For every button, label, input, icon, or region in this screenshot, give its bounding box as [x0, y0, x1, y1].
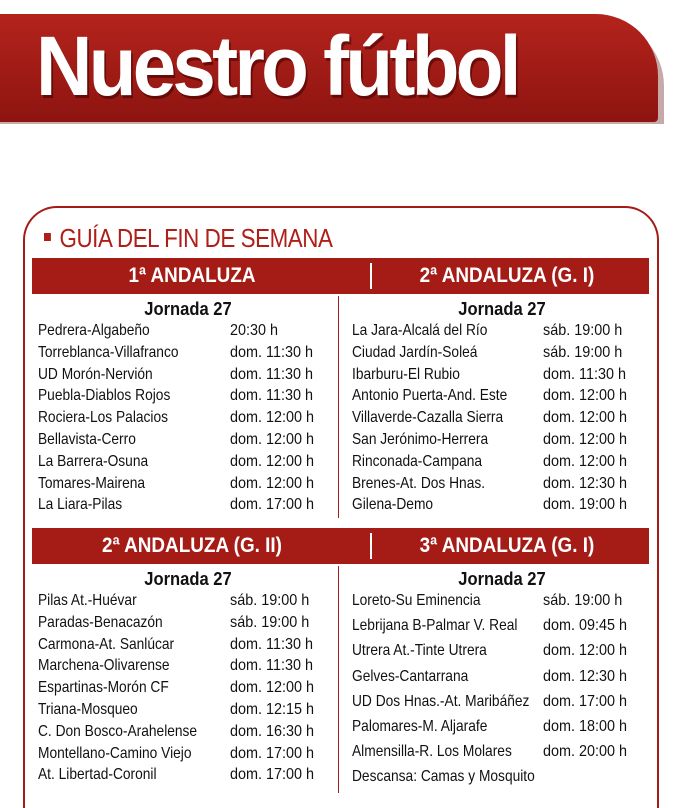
match-time: dom. 11:30 h: [543, 365, 626, 383]
match-row: [38, 612, 338, 634]
match-time: sáb. 19:00 h: [230, 613, 310, 631]
match-row: [352, 741, 652, 766]
match-row: [352, 407, 652, 429]
match-teams: Espartinas-Morón CF: [38, 679, 169, 697]
match-row: [352, 716, 652, 741]
match-teams: Tomares-Mairena: [38, 474, 146, 492]
match-teams: Carmona-At. Sanlúcar: [38, 635, 175, 653]
fixtures-1a-andaluza: [38, 298, 338, 516]
match-row: [352, 666, 652, 691]
match-teams: At. Libertad-Coronil: [38, 766, 157, 784]
match-time: dom. 12:00 h: [543, 430, 628, 448]
guide-title-text: GUÍA DEL FIN DE SEMANA: [59, 223, 333, 253]
column-divider: [338, 566, 339, 793]
match-teams: Rinconada-Campana: [352, 452, 483, 470]
section-header-2a-andaluza-g1: 2ª ANDALUZA (G. I): [419, 264, 595, 287]
match-time: dom. 17:00 h: [230, 766, 315, 784]
match-row: [352, 364, 652, 386]
match-time: 20:30 h: [230, 322, 279, 339]
match-row: [352, 640, 652, 665]
match-teams: Villaverde-Cazalla Sierra: [352, 409, 504, 427]
match-row: [38, 473, 338, 495]
match-row: [38, 590, 338, 612]
match-teams: UD Morón-Nervión: [38, 365, 153, 383]
match-time: dom. 12:00 h: [543, 642, 628, 660]
jornada-label: Jornada 27: [144, 569, 232, 589]
match-time: dom. 12:30 h: [543, 667, 628, 685]
match-time: dom. 09:45 h: [543, 617, 628, 635]
section-header-1a-andaluza: 1ª ANDALUZA: [128, 264, 256, 287]
match-teams: Pedrera-Algabeño: [38, 322, 150, 339]
match-row: [352, 342, 652, 364]
match-teams: Utrera At.-Tinte Utrera: [352, 642, 487, 660]
match-row: [38, 451, 338, 473]
match-teams: San Jerónimo-Herrera: [352, 430, 489, 448]
match-teams: Rociera-Los Palacios: [38, 409, 169, 427]
bye-note: Descansa: Camas y Mosquito: [352, 768, 535, 786]
match-time: dom. 17:00 h: [543, 692, 628, 710]
match-time: dom. 17:00 h: [230, 744, 315, 762]
bar-divider: [370, 263, 372, 289]
match-time: dom. 12:00 h: [543, 387, 628, 405]
jornada-label: Jornada 27: [144, 299, 232, 319]
match-row: [352, 615, 652, 640]
match-row: [352, 385, 652, 407]
section-bar-top: [32, 258, 649, 294]
match-time: dom. 20:00 h: [543, 743, 628, 761]
match-teams: Torreblanca-Villafranco: [38, 343, 179, 361]
match-time: dom. 12:15 h: [230, 700, 315, 718]
match-time: dom. 17:00 h: [230, 496, 315, 514]
match-teams: Marchena-Olivarense: [38, 657, 170, 675]
match-teams: C. Don Bosco-Arahelense: [38, 722, 198, 740]
match-row: [38, 655, 338, 677]
page-title: Nuestro fútbol: [36, 19, 518, 113]
bar-divider: [370, 533, 372, 559]
column-divider: [338, 296, 339, 518]
match-time: dom. 19:00 h: [543, 496, 628, 514]
match-teams: UD Dos Hnas.-At. Maribáñez: [352, 692, 530, 710]
match-list: [38, 320, 338, 516]
match-row: [38, 364, 338, 386]
section-header-3a-andaluza-g1: 3ª ANDALUZA (G. I): [419, 534, 595, 557]
match-time: dom. 12:00 h: [543, 409, 628, 427]
match-teams: Almensilla-R. Los Molares: [352, 743, 512, 761]
jornada-label: Jornada 27: [458, 569, 546, 589]
match-teams: Triana-Mosqueo: [38, 700, 138, 718]
match-list: [38, 590, 338, 786]
match-time: dom. 11:30 h: [230, 387, 313, 405]
match-list: [352, 320, 652, 516]
section-bar-bottom: [32, 528, 649, 564]
match-row: [38, 320, 338, 342]
match-time: sáb. 19:00 h: [543, 343, 623, 361]
match-teams: La Barrera-Osuna: [38, 452, 149, 470]
match-teams: Gilena-Demo: [352, 496, 434, 514]
match-row: [38, 407, 338, 429]
match-time: sáb. 19:00 h: [230, 592, 310, 609]
match-row: [38, 743, 338, 765]
match-time: dom. 12:30 h: [543, 474, 628, 492]
match-time: dom. 12:00 h: [230, 430, 315, 448]
match-row: [38, 721, 338, 743]
match-row: [352, 451, 652, 473]
match-row: [352, 320, 652, 342]
match-time: sáb. 19:00 h: [543, 322, 623, 339]
fixtures-2a-andaluza-g2: [38, 568, 338, 786]
match-time: dom. 12:00 h: [230, 679, 315, 697]
match-row: [38, 385, 338, 407]
match-teams: La Liara-Pilas: [38, 496, 123, 514]
match-row: [352, 473, 652, 495]
match-time: dom. 12:00 h: [543, 452, 628, 470]
fixtures-2a-andaluza-g1: [352, 298, 652, 516]
fixtures-3a-andaluza-g1: [352, 568, 652, 788]
match-time: dom. 11:30 h: [230, 343, 313, 361]
match-teams: Loreto-Su Eminencia: [352, 592, 481, 609]
bullet-icon: [44, 233, 51, 241]
match-row: [38, 494, 338, 516]
match-teams: Brenes-At. Dos Hnas.: [352, 474, 486, 492]
match-teams: Antonio Puerta-And. Este: [352, 387, 508, 405]
match-teams: Montellano-Camino Viejo: [38, 744, 192, 762]
match-teams: Pilas At.-Huévar: [38, 592, 137, 609]
match-time: dom. 11:30 h: [230, 657, 313, 675]
match-row: [38, 429, 338, 451]
match-teams: Ibarburu-El Rubio: [352, 365, 460, 383]
match-row: [352, 691, 652, 716]
match-teams: Bellavista-Cerro: [38, 430, 136, 448]
match-time: sáb. 19:00 h: [543, 592, 623, 609]
match-row: [38, 342, 338, 364]
match-time: dom. 11:30 h: [230, 365, 313, 383]
match-time: dom. 12:00 h: [230, 474, 315, 492]
section-header-2a-andaluza-g2: 2ª ANDALUZA (G. II): [102, 534, 282, 557]
guide-title: [44, 222, 332, 254]
match-time: dom. 12:00 h: [230, 409, 315, 427]
match-row: [38, 764, 338, 786]
match-time: dom. 18:00 h: [543, 717, 628, 735]
match-list: [352, 590, 652, 766]
match-time: dom. 11:30 h: [230, 635, 313, 653]
jornada-label: Jornada 27: [458, 299, 546, 319]
match-teams: Paradas-Benacazón: [38, 613, 163, 631]
match-row: [38, 699, 338, 721]
match-teams: Lebrijana B-Palmar V. Real: [352, 617, 518, 635]
match-row: [352, 590, 652, 615]
match-row: [38, 677, 338, 699]
match-row: [352, 494, 652, 516]
match-time: dom. 16:30 h: [230, 722, 315, 740]
match-teams: Puebla-Diablos Rojos: [38, 387, 171, 405]
match-row: [38, 634, 338, 656]
match-row: [352, 429, 652, 451]
match-teams: La Jara-Alcalá del Río: [352, 322, 488, 339]
match-time: dom. 12:00 h: [230, 452, 315, 470]
match-teams: Palomares-M. Aljarafe: [352, 717, 488, 735]
match-teams: Ciudad Jardín-Soleá: [352, 343, 478, 361]
match-teams: Gelves-Cantarrana: [352, 667, 469, 685]
